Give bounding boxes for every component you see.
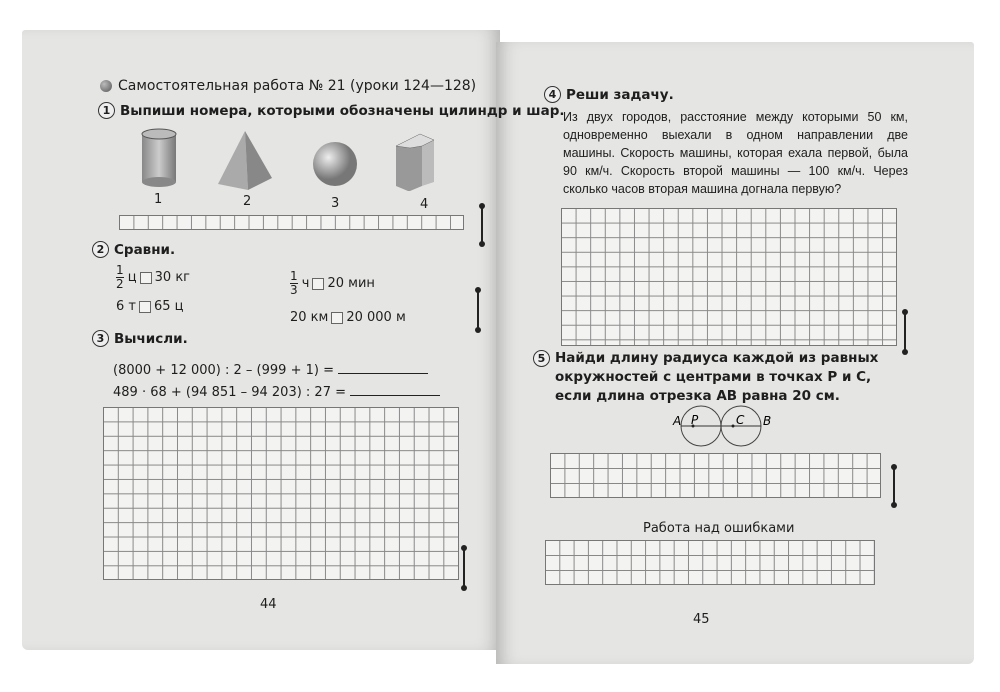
compare-box[interactable] [331,312,343,324]
right-value: 30 кг [154,270,190,285]
right-value: 20 мин [327,276,375,291]
numerator: 1 [290,269,298,283]
cylinder-icon [142,129,176,187]
left-value: 20 км [290,310,329,325]
expression-1 [113,363,428,378]
point-label: P [691,413,699,427]
page-number: 44 [260,597,277,612]
fraction [116,264,124,291]
compare-box[interactable] [139,301,151,313]
point-label: B [763,414,772,428]
pyramid-icon [218,131,272,190]
left-value: ч [301,276,310,291]
compare-item [116,264,190,291]
task-text: Выпиши номера, которыми обозначены цилиндр и шар. [120,102,565,119]
left-value: 6 т [116,299,136,314]
compare-item [290,270,375,297]
expression-text: 489 · 68 + (94 851 – 94 203) : 27 = [113,385,347,400]
work-title [100,78,476,94]
shape-label: 3 [331,196,340,211]
sphere-icon [313,142,357,186]
margin-mark [463,548,465,588]
prism-icon [396,134,434,191]
denominator: 3 [290,283,298,297]
fraction [290,270,298,297]
answer-grid-task-5[interactable] [550,453,881,498]
left-value: ц [127,270,137,285]
right-value: 20 000 м [346,310,406,325]
numerator: 1 [116,263,124,277]
denominator: 2 [116,277,124,291]
task-text: Сравни. [114,241,176,258]
compare-item [116,299,184,314]
task-3 [92,330,188,347]
expression-text: (8000 + 12 000) : 2 – (999 + 1) = [113,363,334,378]
answer-grid-task-4[interactable] [561,208,897,346]
answer-grid-task-3[interactable] [103,407,459,580]
compare-item [290,310,406,325]
margin-mark [481,206,483,244]
task-4 [544,86,674,103]
task-number: 4 [544,86,561,103]
margin-mark [477,290,479,330]
page-number: 45 [693,612,710,627]
task-number: 2 [92,241,109,258]
shape-label: 1 [154,192,163,207]
errors-grid[interactable] [545,540,875,585]
circles-figure [665,403,775,450]
answer-grid-task-1[interactable] [119,215,464,230]
task-5 [533,350,550,367]
margin-mark [893,467,895,505]
right-value: 65 ц [153,299,184,314]
problem-text: Из двух городов, расстояние между которыми 50 км, одновременно выехали в одном направлении две машины. Скорость машины, которая ехала первой, была 90 км/ч. Скорость второй машины — 100 км/ч. Через сколько часов вторая машина догнала первую? [563,110,908,196]
bullet-icon [100,80,112,92]
task-text: Найди длину радиуса каждой из равных окружностей с центрами в точках P и C, если длина отрезка AB равна 20 см. [555,350,879,404]
point-label: C [736,413,745,427]
task-number: 1 [98,102,115,119]
shape-label: 4 [420,197,429,212]
shapes-figure [130,126,440,192]
margin-mark [904,312,906,352]
compare-box[interactable] [312,278,324,290]
task-number: 5 [533,350,550,367]
task-text: Вычисли. [114,330,188,347]
answer-line[interactable] [350,395,440,396]
shape-label: 2 [243,194,252,209]
expression-2 [113,385,440,400]
answer-line[interactable] [338,373,428,374]
work-title-text: Самостоятельная работа № 21 (уроки 124—128) [118,78,477,94]
task-text: Реши задачу. [566,86,674,103]
task-number: 3 [92,330,109,347]
compare-box[interactable] [140,272,152,284]
point-label: A [673,414,682,428]
errors-heading: Работа над ошибками [643,521,795,536]
task-2 [92,241,175,258]
task-1 [98,102,565,119]
